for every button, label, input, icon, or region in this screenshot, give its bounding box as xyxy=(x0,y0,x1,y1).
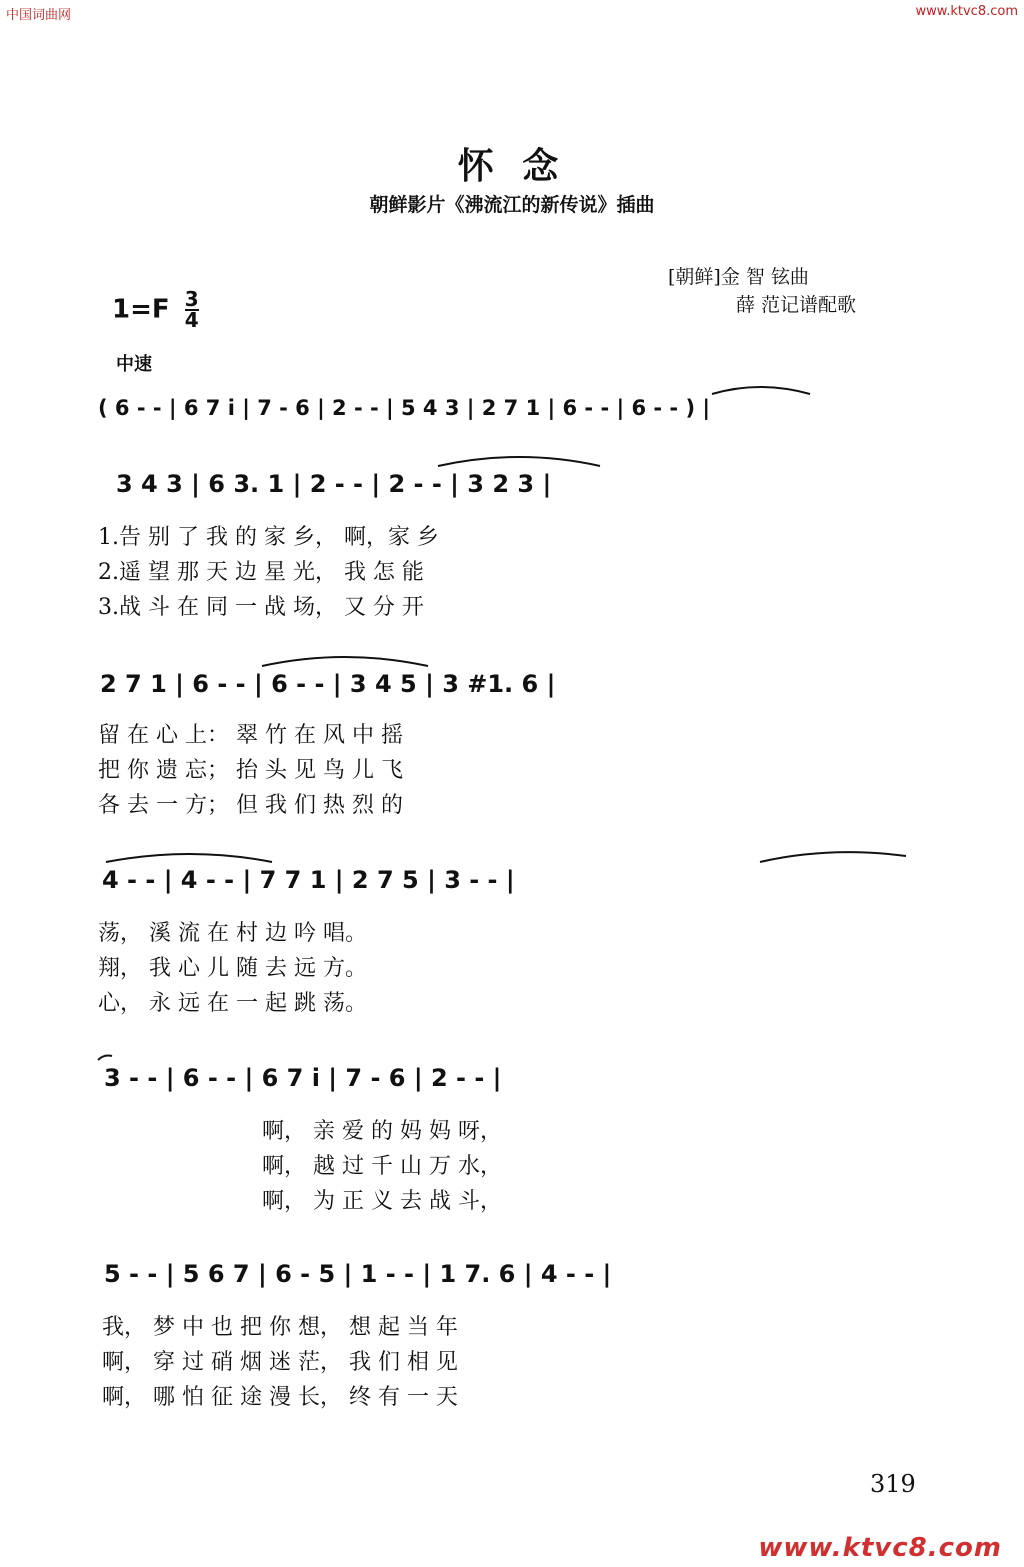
system-3-lyric-1: 荡， 溪 流 在 村 边 吟 唱。 xyxy=(98,921,367,946)
system-2-notes: 2 7 1 | 6 - - | 6 - - | 3 4 5 | 3 #1. 6 | xyxy=(100,670,556,698)
song-title: 怀 念 xyxy=(457,145,567,187)
system-3-notes: 4 - - | 4 - - | 7 7 1 | 2 7 5 | 3 - - | xyxy=(102,866,515,894)
system-4-lyric-1: 啊， 亲 爱 的 妈 妈 呀， xyxy=(262,1119,502,1144)
system-2-lyric-1: 留 在 心 上： 翠 竹 在 风 中 摇 xyxy=(98,723,403,748)
system-1-notes: 3 4 3 | 6 3. 1 | 2 - - | 2 - - | 3 2 3 | xyxy=(116,470,552,498)
slur-system-1 xyxy=(438,457,600,466)
slur-system-4 xyxy=(98,1056,112,1061)
system-4-notes: 3 - - | 6 - - | 6 7 i | 7 - 6 | 2 - - | xyxy=(104,1064,502,1092)
time-signature-top: 3 xyxy=(184,287,199,311)
watermark-bottom: www.ktvc8.com xyxy=(758,1533,1002,1563)
system-5-notes: 5 - - | 5 6 7 | 6 - 5 | 1 - - | 1 7. 6 | 4 - - | xyxy=(104,1260,612,1288)
system-2-lyric-3: 各 去 一 方； 但 我 们 热 烈 的 xyxy=(98,793,403,818)
system-2-lyric-2: 把 你 遗 忘； 抬 头 见 鸟 儿 飞 xyxy=(98,758,403,783)
composer-credit: [朝鲜]金 智 铉曲 xyxy=(668,266,809,288)
intro-notes: ( 6 - - | 6 7 i | 7 - 6 | 2 - - | 5 4 3 | 2 7 1 | 6 - - | 6 - - ) | xyxy=(98,396,711,420)
system-3-lyric-3: 心， 永 远 在 一 起 跳 荡。 xyxy=(98,991,367,1016)
system-5-lyric-3: 啊， 哪 怕 征 途 漫 长， 终 有 一 天 xyxy=(102,1385,458,1410)
slur-system-2 xyxy=(262,657,428,666)
page-number: 319 xyxy=(870,1470,916,1498)
slur-system-3b xyxy=(760,852,906,862)
song-subtitle: 朝鲜影片《沸流江的新传说》插曲 xyxy=(369,194,655,216)
tempo-marking: 中速 xyxy=(116,354,152,375)
system-5-lyric-2: 啊， 穿 过 硝 烟 迷 茫， 我 们 相 见 xyxy=(102,1350,458,1375)
system-1-lyric-1: 1.告 别 了 我 的 家 乡， 啊，家 乡 xyxy=(98,525,439,550)
system-1-lyric-2: 2.遥 望 那 天 边 星 光， 我 怎 能 xyxy=(98,560,424,585)
system-4-lyric-3: 啊， 为 正 义 去 战 斗， xyxy=(262,1189,502,1214)
key-label: 1=F xyxy=(112,294,170,325)
arranger-credit: 薛 范记谱配歌 xyxy=(736,294,857,316)
watermark-top-left: 中国词曲网 xyxy=(6,8,72,23)
time-signature-bottom: 4 xyxy=(184,308,199,332)
system-3-lyric-2: 翔， 我 心 儿 随 去 远 方。 xyxy=(98,956,367,981)
slur-intro xyxy=(712,387,810,394)
system-5-lyric-1: 我， 梦 中 也 把 你 想， 想 起 当 年 xyxy=(102,1315,458,1340)
system-4-lyric-2: 啊， 越 过 千 山 万 水， xyxy=(262,1154,502,1179)
slur-system-3a xyxy=(106,854,272,862)
system-1-lyric-3: 3.战 斗 在 同 一 战 场， 又 分 开 xyxy=(98,595,424,620)
watermark-top-right: www.ktvc8.com xyxy=(915,4,1018,19)
